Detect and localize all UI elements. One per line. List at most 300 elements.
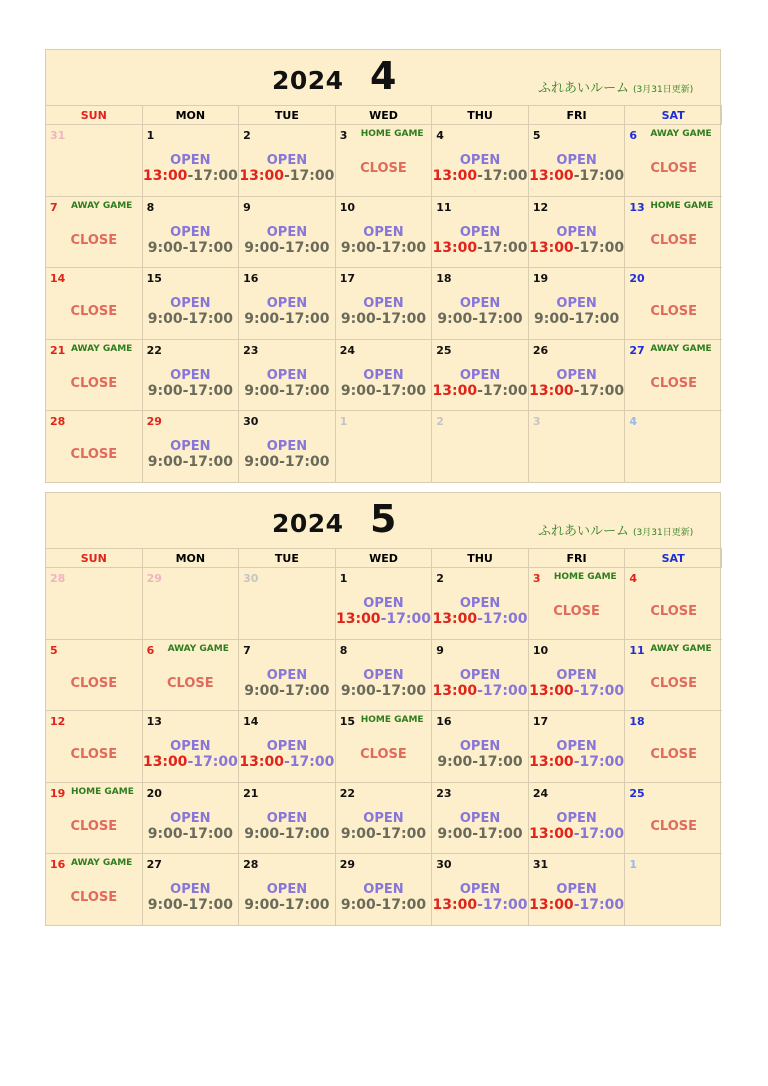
hours-end: -17:00 (375, 382, 427, 399)
day-number: 28 (50, 415, 66, 428)
weekday-header: MON (143, 105, 240, 124)
game-label: AWAY GAME (167, 643, 229, 654)
close-status: CLOSE (360, 161, 407, 176)
day-cell (46, 124, 143, 196)
day-cell (432, 639, 529, 711)
hours-end: -17:00 (284, 754, 335, 770)
day-number: 10 (339, 200, 355, 214)
close-status: CLOSE (650, 304, 697, 319)
hours-end: -17:00 (573, 239, 625, 256)
day-cell (432, 267, 529, 339)
updated-note: (3月31日更新) (633, 85, 694, 95)
day-number: 4 (436, 129, 444, 142)
day-cell (239, 710, 336, 782)
close-status: CLOSE (650, 818, 697, 834)
open-status: OPEN (459, 367, 501, 383)
hours-end: -17:00 (182, 825, 233, 842)
close-status: CLOSE (70, 375, 118, 391)
close-status: CLOSE (650, 747, 697, 762)
hours-start: 9:00 (147, 825, 183, 842)
day-cell (529, 710, 626, 782)
opening-hours (432, 683, 528, 699)
opening-hours (336, 240, 432, 256)
day-cell (529, 124, 626, 196)
close-status: CLOSE (70, 747, 118, 762)
hours-end: -17:00 (472, 754, 523, 770)
weekday-header: THU (432, 548, 529, 567)
opening-hours (336, 683, 432, 699)
game-label: AWAY GAME (650, 129, 712, 139)
day-cell (336, 639, 433, 711)
day-number: 30 (243, 572, 259, 585)
day-number: 19 (532, 272, 549, 285)
day-number: 20 (146, 786, 162, 800)
open-status: OPEN (363, 667, 404, 683)
hours-end: -17:00 (472, 311, 523, 327)
hours-start: 9:00 (244, 382, 280, 399)
hours-end: -17:00 (375, 239, 427, 256)
open-status: OPEN (363, 296, 404, 311)
opening-hours (336, 383, 432, 399)
hours-start: 9:00 (147, 454, 183, 470)
day-number: 23 (243, 343, 259, 357)
hours-start: 9:00 (437, 825, 473, 842)
day-number: 16 (436, 715, 452, 728)
open-status: OPEN (266, 439, 308, 454)
opening-hours (143, 311, 239, 327)
hours-end: -17:00 (375, 897, 427, 913)
hours-end: -17:00 (279, 382, 330, 399)
open-status: OPEN (170, 296, 211, 311)
close-status: CLOSE (70, 818, 118, 834)
opening-hours (143, 168, 239, 184)
day-cell (46, 853, 143, 925)
opening-hours (143, 897, 239, 913)
day-cell (625, 567, 722, 639)
hours-start: 9:00 (437, 311, 473, 327)
day-cell (625, 339, 722, 411)
day-number: 30 (243, 415, 259, 428)
day-cell (46, 339, 143, 411)
day-number: 28 (50, 572, 66, 585)
day-cell (625, 782, 722, 854)
open-status: OPEN (363, 596, 404, 611)
day-cell (529, 782, 626, 854)
day-cell (625, 267, 722, 339)
hours-start: 13:00 (432, 897, 478, 913)
day-cell (625, 196, 722, 268)
hours-start: 13:00 (432, 168, 478, 184)
close-status: CLOSE (70, 890, 118, 905)
hours-end: -17:00 (573, 825, 625, 842)
day-number: 19 (50, 786, 66, 800)
hours-end: -17:00 (380, 611, 431, 627)
day-cell (239, 639, 336, 711)
day-number: 22 (339, 786, 355, 800)
day-number: 30 (436, 858, 452, 871)
day-cell (625, 710, 722, 782)
open-status: OPEN (266, 882, 308, 897)
opening-hours (239, 683, 335, 699)
day-number: 1 (339, 415, 348, 428)
day-number: 27 (146, 858, 162, 871)
day-cell (432, 339, 529, 411)
day-number: 6 (629, 129, 638, 142)
day-number: 1 (339, 572, 348, 585)
opening-hours (529, 826, 625, 842)
open-status: OPEN (170, 739, 211, 754)
weekday-header: SAT (625, 105, 722, 124)
day-number: 3 (532, 572, 541, 585)
day-number: 21 (50, 343, 66, 357)
hours-end: -17:00 (182, 311, 233, 327)
room-name: ふれあいルーム (538, 524, 630, 539)
day-number: 25 (436, 343, 452, 357)
open-status: OPEN (363, 224, 404, 240)
hours-end: -17:00 (279, 311, 330, 327)
opening-hours (432, 826, 528, 842)
day-cell (432, 567, 529, 639)
day-number: 9 (436, 643, 444, 657)
hours-start: 13:00 (529, 168, 574, 184)
day-number: 3 (532, 415, 541, 428)
opening-hours (336, 611, 432, 627)
day-number: 12 (50, 715, 66, 728)
day-cell (46, 267, 143, 339)
day-number: 6 (146, 643, 155, 657)
day-number: 15 (339, 715, 355, 728)
open-status: OPEN (266, 739, 308, 754)
day-number: 2 (436, 415, 444, 428)
weekday-header: TUE (239, 105, 336, 124)
hours-end: -17:00 (279, 454, 330, 470)
hours-start: 9:00 (340, 682, 376, 699)
day-cell (625, 410, 722, 482)
calendar-april (45, 49, 721, 483)
day-number: 17 (339, 272, 355, 285)
updated-note: (3月31日更新) (633, 528, 694, 538)
opening-hours (529, 897, 625, 913)
opening-hours (239, 240, 335, 256)
day-number: 2 (436, 572, 444, 585)
day-cell (143, 782, 240, 854)
day-number: 1 (146, 129, 155, 142)
opening-hours (143, 240, 239, 256)
calendar-month: 5 (370, 497, 397, 541)
hours-end: -17:00 (477, 382, 528, 399)
calendar-month: 4 (370, 54, 397, 98)
day-number: 3 (339, 129, 348, 142)
opening-hours (432, 240, 528, 256)
hours-start: 13:00 (432, 382, 478, 399)
room-label (538, 520, 693, 539)
open-status: OPEN (556, 153, 597, 168)
opening-hours (529, 168, 625, 184)
opening-hours (143, 383, 239, 399)
day-number: 7 (243, 643, 251, 657)
day-number: 21 (243, 786, 259, 800)
day-cell (336, 410, 433, 482)
day-cell (46, 196, 143, 268)
hours-start: 13:00 (432, 682, 478, 699)
day-number: 17 (532, 715, 549, 728)
close-status: CLOSE (553, 604, 600, 619)
opening-hours (336, 311, 432, 327)
hours-end: -17:00 (573, 754, 625, 770)
day-cell (143, 339, 240, 411)
opening-hours (432, 383, 528, 399)
opening-hours (432, 754, 528, 770)
day-number: 13 (629, 200, 645, 214)
day-number: 23 (436, 786, 452, 800)
open-status: OPEN (556, 667, 597, 683)
day-cell (432, 853, 529, 925)
day-cell (46, 782, 143, 854)
day-number: 5 (532, 129, 541, 142)
day-cell (143, 124, 240, 196)
hours-end: -17:00 (182, 897, 233, 913)
day-cell (625, 639, 722, 711)
day-cell (432, 782, 529, 854)
opening-hours (143, 754, 239, 770)
opening-hours (529, 240, 625, 256)
day-cell (432, 124, 529, 196)
hours-start: 9:00 (244, 825, 280, 842)
opening-hours (432, 168, 528, 184)
day-number: 16 (50, 858, 66, 871)
opening-hours (239, 826, 335, 842)
hours-start: 9:00 (340, 825, 376, 842)
hours-start: 9:00 (340, 239, 376, 256)
day-number: 2 (243, 129, 251, 142)
open-status: OPEN (459, 810, 501, 826)
opening-hours (529, 311, 625, 327)
day-cell (143, 710, 240, 782)
day-cell (46, 567, 143, 639)
open-status: OPEN (363, 810, 404, 826)
hours-start: 13:00 (335, 611, 381, 627)
close-status: CLOSE (360, 747, 407, 762)
close-status: CLOSE (650, 232, 697, 248)
opening-hours (336, 826, 432, 842)
opening-hours (143, 826, 239, 842)
close-status: CLOSE (650, 604, 697, 619)
day-number: 5 (50, 643, 58, 657)
day-number: 4 (629, 415, 638, 428)
day-cell (46, 410, 143, 482)
day-number: 26 (532, 343, 549, 357)
hours-end: -17:00 (182, 239, 233, 256)
day-cell (625, 853, 722, 925)
day-number: 29 (146, 572, 162, 585)
day-cell (239, 782, 336, 854)
opening-hours (239, 897, 335, 913)
open-status: OPEN (459, 882, 501, 897)
day-number: 29 (339, 858, 355, 871)
opening-hours (432, 311, 528, 327)
open-status: OPEN (363, 367, 404, 383)
opening-hours (239, 383, 335, 399)
hours-start: 9:00 (244, 311, 280, 327)
open-status: OPEN (459, 296, 501, 311)
day-number: 4 (629, 572, 638, 585)
hours-end: -17:00 (477, 897, 528, 913)
day-cell (239, 567, 336, 639)
day-cell (529, 853, 626, 925)
open-status: OPEN (459, 739, 501, 754)
calendar-year: 2024 (272, 66, 344, 95)
day-number: 14 (50, 272, 66, 285)
weekday-header: SAT (625, 548, 722, 567)
hours-start: 9:00 (147, 311, 183, 327)
day-number: 20 (629, 272, 645, 285)
day-number: 18 (629, 715, 645, 728)
day-number: 18 (436, 272, 452, 285)
calendar-header (46, 493, 720, 548)
weekday-header: FRI (529, 548, 626, 567)
close-status: CLOSE (167, 675, 214, 691)
hours-end: -17:00 (573, 897, 625, 913)
day-cell (239, 410, 336, 482)
open-status: OPEN (556, 367, 597, 383)
hours-start: 13:00 (142, 168, 188, 184)
hours-start: 9:00 (147, 382, 183, 399)
opening-hours (336, 897, 432, 913)
hours-end: -17:00 (187, 754, 238, 770)
open-status: OPEN (170, 153, 211, 168)
close-status: CLOSE (650, 161, 697, 176)
day-number: 16 (243, 272, 259, 285)
hours-start: 9:00 (437, 754, 473, 770)
day-cell (46, 639, 143, 711)
day-number: 15 (146, 272, 162, 285)
day-cell (529, 196, 626, 268)
hours-start: 13:00 (239, 168, 284, 184)
open-status: OPEN (556, 224, 597, 240)
hours-start: 9:00 (340, 382, 376, 399)
day-cell (239, 853, 336, 925)
hours-end: -17:00 (375, 311, 427, 327)
weekday-header: TUE (239, 548, 336, 567)
hours-end: -17:00 (279, 239, 330, 256)
calendar-year: 2024 (272, 509, 344, 538)
opening-hours (239, 311, 335, 327)
open-status: OPEN (363, 882, 404, 897)
hours-end: -17:00 (375, 682, 427, 699)
opening-hours (432, 611, 528, 627)
day-cell (336, 267, 433, 339)
close-status: CLOSE (70, 232, 118, 248)
close-status: CLOSE (650, 675, 697, 691)
day-number: 1 (629, 858, 638, 871)
open-status: OPEN (459, 596, 501, 611)
hours-start: 13:00 (529, 897, 574, 913)
weekday-header: THU (432, 105, 529, 124)
close-status: CLOSE (70, 675, 118, 691)
day-number: 8 (339, 643, 348, 657)
day-cell (432, 410, 529, 482)
open-status: OPEN (266, 153, 308, 168)
weekday-header: FRI (529, 105, 626, 124)
open-status: OPEN (266, 810, 308, 826)
day-number: 24 (532, 786, 549, 800)
open-status: OPEN (266, 296, 308, 311)
hours-end: -17:00 (573, 168, 625, 184)
day-cell (529, 639, 626, 711)
day-cell (529, 567, 626, 639)
game-label: AWAY GAME (71, 200, 133, 211)
hours-end: -17:00 (573, 682, 625, 699)
open-status: OPEN (459, 153, 501, 168)
hours-end: -17:00 (477, 168, 528, 184)
open-status: OPEN (556, 882, 597, 897)
calendar-header (46, 50, 720, 105)
day-cell (239, 196, 336, 268)
open-status: OPEN (170, 439, 211, 454)
opening-hours (529, 754, 625, 770)
hours-end: -17:00 (568, 311, 620, 327)
hours-start: 9:00 (147, 239, 183, 256)
day-number: 31 (50, 129, 66, 142)
day-cell (143, 567, 240, 639)
day-cell (336, 782, 433, 854)
hours-end: -17:00 (477, 682, 528, 699)
day-cell (143, 196, 240, 268)
day-cell (239, 124, 336, 196)
game-label: AWAY GAME (71, 858, 133, 868)
day-cell (336, 124, 433, 196)
opening-hours (529, 683, 625, 699)
day-number: 8 (146, 200, 155, 214)
day-cell (336, 567, 433, 639)
weekday-header: WED (336, 105, 433, 124)
hours-start: 13:00 (432, 239, 478, 256)
hours-start: 9:00 (147, 897, 183, 913)
hours-start: 13:00 (432, 611, 478, 627)
hours-start: 13:00 (239, 754, 284, 770)
open-status: OPEN (556, 810, 597, 826)
calendar-grid (46, 105, 720, 482)
hours-start: 9:00 (244, 239, 280, 256)
day-number: 25 (629, 786, 645, 800)
hours-end: -17:00 (279, 897, 330, 913)
day-cell (143, 410, 240, 482)
day-cell (432, 196, 529, 268)
hours-start: 9:00 (340, 897, 376, 913)
day-number: 31 (532, 858, 549, 871)
game-label: HOME GAME (71, 786, 134, 797)
opening-hours (143, 454, 239, 470)
game-label: HOME GAME (650, 200, 714, 211)
opening-hours (239, 754, 335, 770)
hours-end: -17:00 (182, 454, 233, 470)
open-status: OPEN (266, 224, 308, 240)
room-label (538, 77, 693, 96)
hours-end: -17:00 (375, 825, 427, 842)
day-number: 10 (532, 643, 549, 657)
day-number: 12 (532, 200, 549, 214)
day-cell (336, 710, 433, 782)
opening-hours (239, 454, 335, 470)
opening-hours (529, 383, 625, 399)
open-status: OPEN (459, 224, 501, 240)
calendar-grid (46, 548, 720, 925)
day-cell (529, 410, 626, 482)
hours-end: -17:00 (472, 825, 523, 842)
hours-start: 9:00 (244, 897, 280, 913)
hours-end: -17:00 (182, 382, 233, 399)
game-label: HOME GAME (360, 129, 424, 139)
